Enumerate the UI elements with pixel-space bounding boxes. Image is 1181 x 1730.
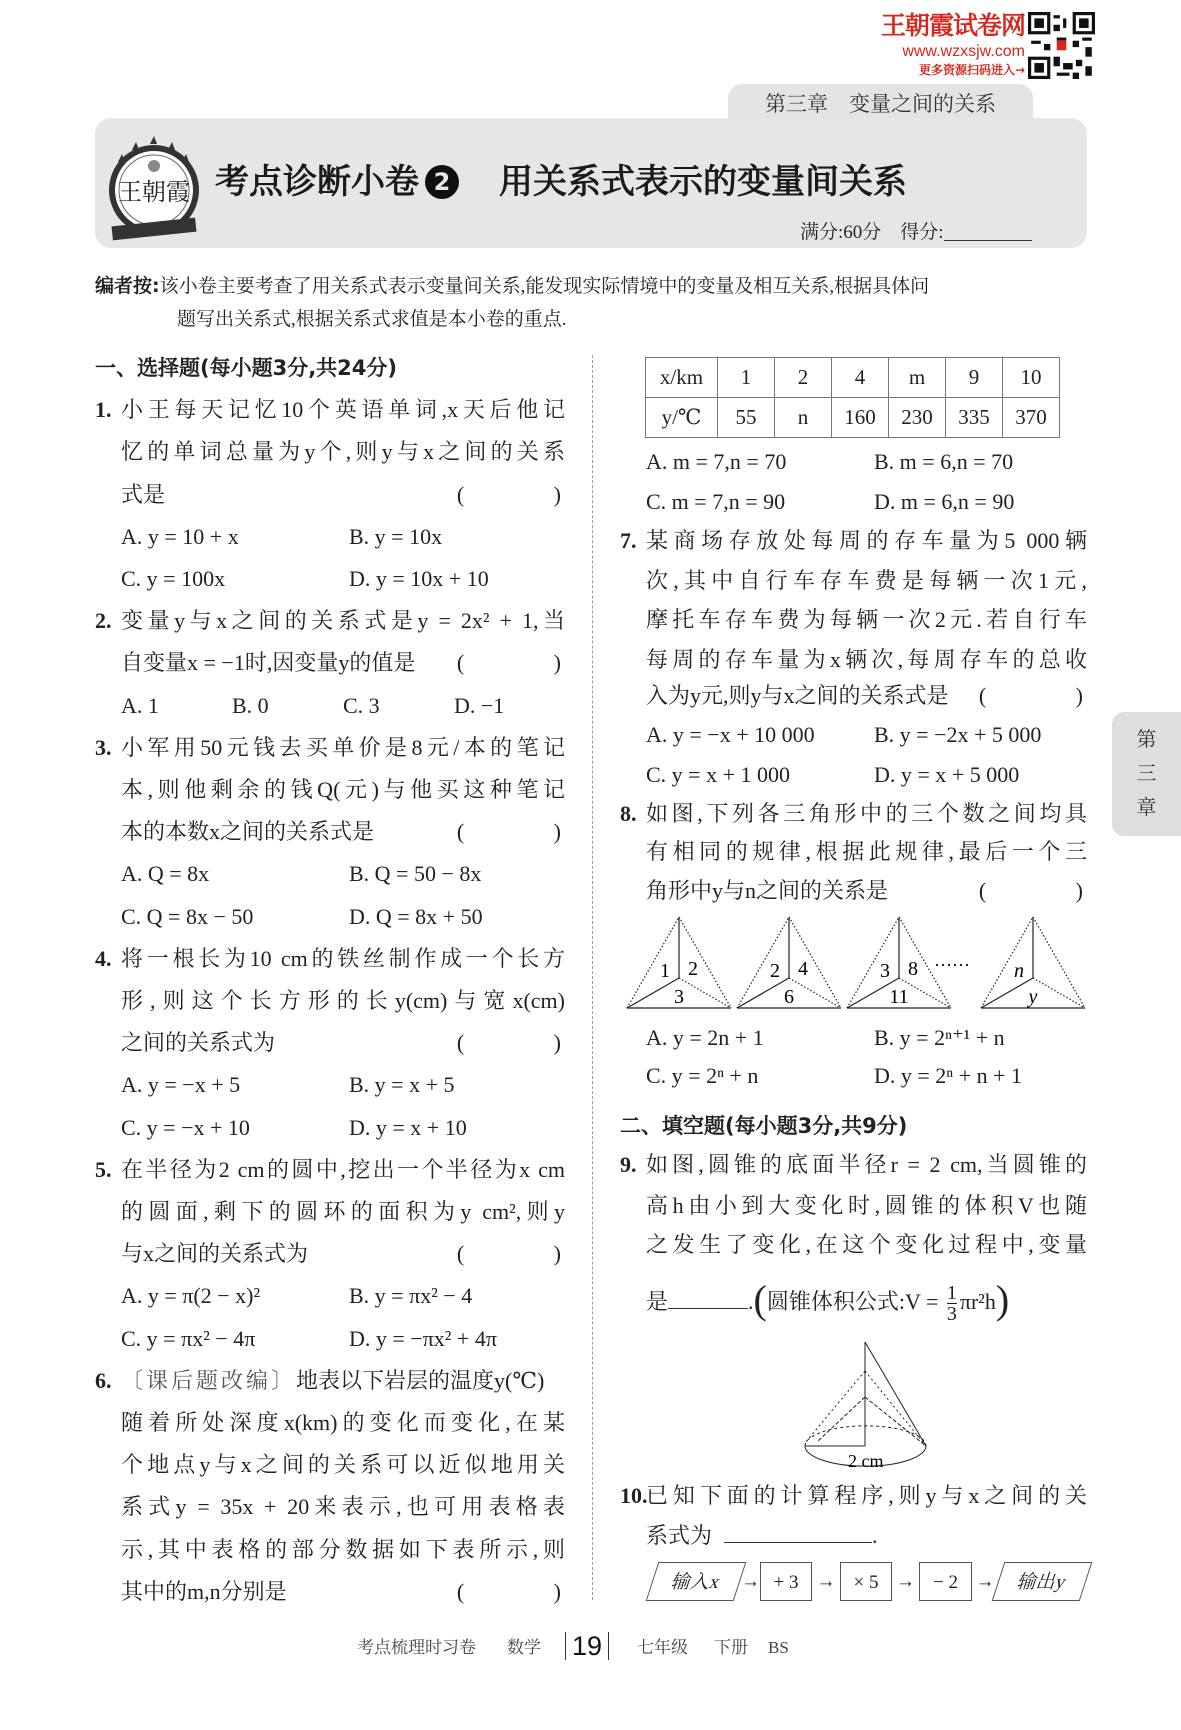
arrow-icon: → [816,1571,836,1592]
option-B[interactable]: D. y = x + 5 000 [874,762,1020,787]
option-B[interactable]: D. y = −πx² + 4π [349,1325,497,1351]
question-line [620,599,1087,641]
option-B[interactable]: D. Q = 8x + 50 [349,903,483,929]
option-A[interactable]: A. y = 10 + x [121,523,239,549]
question-line [95,1486,565,1528]
triangle-number: 8 [908,958,918,980]
triangle-edge [679,978,731,1008]
operation-box: × 5 [840,1562,892,1601]
question-text [646,793,1087,835]
table-cell: 160 [832,398,889,438]
question-text [646,1475,1087,1517]
table-cell: n [775,398,832,438]
question-text-content: 系式y = 35x + 20来表示,也可用表格表 [121,1494,565,1520]
question-line [620,1224,1087,1266]
side-tab-char: 第 [1136,727,1157,751]
question-line [620,1475,1087,1517]
question-number: 2. [95,608,112,634]
answer-paren[interactable]: ( ) [978,683,1125,708]
question-text-content: 高h由小到大变化时,圆锥的体积V也随 [646,1193,1087,1218]
option-A[interactable]: C. y = −x + 10 [121,1114,250,1140]
section-title: 二、填空题(每小题3分,共9分) [620,1114,908,1138]
table-cell: y/℃ [646,398,718,438]
question-text-content: 摩托车存车费为每辆一次2元.若自行车 [646,607,1087,632]
question-text-content: 小王每天记忆10个英语单词,x天后他记 [121,397,565,423]
option-B[interactable]: B. 0 [232,692,269,718]
question-number: 8. [620,801,637,826]
answer-paren[interactable]: ( ) [978,878,1125,903]
option-A[interactable]: C. Q = 8x − 50 [121,903,254,929]
question-text-content: 随着所处深度x(km)的变化而变化,在某 [121,1410,565,1435]
question-text [121,1233,308,1275]
question-number: 6. [95,1367,112,1393]
question-text-content: 其中的m,n分别是 [121,1578,287,1604]
triangle-number: 4 [798,958,808,980]
question-text-content: 有相同的规律,根据此规律,最后一个三 [646,839,1087,864]
question-text [121,1149,565,1191]
table-row [646,398,1060,438]
question-text [121,727,565,769]
page-number: 19 [565,1632,609,1660]
triangle-edge [1033,917,1085,1008]
arrow-icon: → [741,1571,760,1592]
side-chapter-tab[interactable] [1112,712,1181,836]
qr-code-icon[interactable] [1028,12,1095,79]
badge-text: 王朝霞 [118,178,190,206]
arrow-icon: → [896,1571,915,1592]
question-text [121,389,565,431]
table-cell: 370 [1003,398,1060,438]
brand-logo[interactable] [855,10,1025,79]
question-text [121,1529,565,1571]
title-right: 用关系式表示的变量间关系 [499,162,907,202]
question-text [121,600,565,642]
option-A[interactable]: A. y = −x + 5 [121,1072,241,1098]
question-text [121,1571,287,1613]
options-row [95,685,565,727]
question-number: 9. [620,1152,637,1177]
question-number: 1. [95,397,112,423]
question-line [95,1360,565,1402]
question-number: 3. [95,734,112,760]
question-text [646,1515,712,1557]
question-line [95,1529,565,1571]
option-A[interactable]: C. y = πx² − 4π [121,1325,256,1351]
note-line2: 题写出关系式,根据关系式求值是本小卷的重点. [177,309,567,330]
options-row [95,1275,565,1317]
option-A[interactable]: A. 1 [121,692,159,718]
options-row [620,1055,1087,1097]
triangle-edge [627,978,679,1008]
question-line [95,431,565,473]
question-text [121,938,565,980]
table-row [646,358,1060,398]
question-text-content: 之间的关系式为 [121,1030,276,1056]
side-tab-char: 三 [1136,761,1157,785]
question-text-content: 系式为 [646,1523,713,1548]
question-text [646,599,1087,641]
operation-box: + 3 [760,1562,812,1601]
question-text-content: 某商场存放处每周的存车量为5 000辆 [646,528,1087,553]
question-number: 5. [95,1156,112,1182]
question-line [95,769,565,811]
question-text-content: 个地点y与x之间的关系可以近似地用关 [121,1452,565,1478]
question-text-content: 示,其中表格的部分数据如下表所示,则 [121,1536,565,1562]
chapter-tab: 第三章 变量之间的关系 [728,84,1033,124]
question-line [620,831,1087,873]
score-label: 得分: [900,222,944,243]
formula-label: 圆锥体积公式:V = [766,1289,944,1314]
question-text-content: 与x之间的关系式为 [121,1241,309,1267]
question-text [646,1224,1087,1266]
options-row [95,896,565,938]
question-text [646,870,888,912]
question-text [121,642,415,684]
footer [0,1632,1181,1664]
question-text [121,474,165,516]
question-line [95,1149,565,1191]
fraction [947,1283,957,1324]
question-number: 10. [620,1483,648,1508]
answer-paren[interactable]: ( ) [456,1030,603,1056]
question-text [121,1402,565,1444]
triangle-number: n [1014,960,1024,982]
triangle-edge [789,917,841,1008]
triangle-edge [981,917,1033,1008]
question-line [620,520,1087,562]
question-line [95,1233,603,1275]
triangle-number: 3 [674,986,684,1008]
option-B[interactable]: B. y = πx² − 4 [349,1283,473,1309]
question-line [95,474,603,516]
section-title: 一、选择题(每小题3分,共24分) [95,356,398,380]
footer-subject: 数学 [507,1638,541,1657]
arrow-icon: → [975,1571,995,1592]
question-text-content: 将一根长为10 cm的铁丝制作成一个长方 [121,945,565,971]
triangle [981,917,1085,1008]
full-score: 满分:60分 [800,222,882,243]
brand-name: 王朝霞试卷网 [880,11,1025,40]
table-cell: 4 [832,358,889,398]
question-line [95,600,565,642]
options-row [620,714,1087,756]
fraction-numerator: 1 [946,1282,957,1305]
options-row [95,1107,565,1149]
question-text-content: 地表以下岩层的温度y(℃) [296,1367,545,1393]
triangle-number: 2 [770,960,780,982]
question-text [646,560,1087,602]
side-tab-char: 章 [1136,795,1157,819]
brand-url[interactable]: www.wzxsjw.com [902,43,1025,60]
question-text [646,675,949,717]
question-text [646,1144,1087,1186]
title-left: 考点诊断小卷 [215,162,419,202]
option-B[interactable]: B. y = −2x + 5 000 [874,722,1042,747]
question-line [95,980,565,1022]
options-row [620,481,1087,523]
question-line [95,1571,603,1613]
question-text-content: 小军用50元钱去买单价是8元/本的笔记 [121,734,565,760]
triangle-number: 11 [889,986,909,1008]
question-text [121,1022,275,1064]
q9-dot: . [748,1289,754,1314]
question-text [646,520,1087,562]
option-A[interactable]: C. y = 2ⁿ + n [646,1063,759,1088]
triangle-number: 1 [660,960,670,982]
note-line1: 该小卷主要考查了用关系式表示变量间关系,能发现实际情境中的变量及相互关系,根据具体问 [159,276,930,297]
question-line [95,1444,565,1486]
option-B[interactable]: B. y = 10x [349,523,443,549]
answer-paren[interactable]: ( ) [456,650,603,676]
page-title [215,160,907,204]
cone-radius-label: 2 cm [848,1451,884,1471]
table-cell: x/km [646,358,718,398]
answer-paren[interactable]: ( ) [456,819,603,845]
question-text [121,769,565,811]
triangle-edge [981,978,1033,1008]
question-text [121,811,374,853]
table-cell: m [889,358,946,398]
score-line [800,220,1032,246]
brand-more: 更多资源扫码进入→ [918,63,1025,77]
answer-paren[interactable]: ( ) [456,481,603,507]
question-text-content: 已知下面的计算程序,则y与x之间的关 [646,1483,1087,1508]
question-text-content: 自变量x = −1时,因变量y的值是 [121,650,416,676]
formula-tail: πr²h [959,1289,996,1314]
question-text [121,1191,565,1233]
question-text-content: 在半径为2 cm的圆中,挖出一个半径为x cm [121,1156,565,1182]
options-row [95,1064,565,1106]
question-text [121,1444,565,1486]
footer-book: 考点梳理时习卷 [357,1638,476,1657]
question-text [121,980,565,1022]
options-row [620,1017,1087,1059]
option-B[interactable]: B. m = 6,n = 70 [874,449,1014,474]
triangle-edge [627,917,679,1008]
question-text [121,1486,565,1528]
answer-blank[interactable] [668,1281,748,1309]
question-text-content: 入为y元,则y与x之间的关系式是 [646,683,949,708]
footer-volume: 下册 [714,1638,748,1657]
question-line [620,1185,1087,1227]
option-B[interactable]: D. y = x + 10 [349,1114,467,1140]
option-A[interactable]: A. y = 2n + 1 [646,1025,764,1050]
question-line [95,1022,603,1064]
options-row [620,754,1087,796]
triangle-edge [1033,978,1085,1008]
option-B[interactable]: B. y = 2ⁿ⁺¹ + n [874,1025,1005,1050]
table-cell: 335 [946,398,1003,438]
paper-number-badge: 2 [425,165,459,199]
brand-badge-icon [104,132,204,242]
options-row [95,558,565,600]
ellipsis: …… [934,950,970,970]
option-D[interactable]: D. −1 [454,692,505,718]
question-text-content: 变量y与x之间的关系式是y = 2x² + 1,当 [121,608,565,634]
question-text [646,1185,1087,1227]
options-row [620,441,1087,483]
triangle-edge [737,917,789,1008]
question-text-content: 每周的存车量为x辆次,每周存车的总收 [646,647,1087,672]
answer-blank[interactable]: . [724,1515,878,1557]
option-B[interactable]: D. y = 2ⁿ + n + 1 [874,1063,1023,1088]
question-text [121,431,565,473]
option-A[interactable]: C. m = 7,n = 90 [646,489,786,514]
question-text-content: 式是 [121,481,166,507]
table-cell: 9 [946,358,1003,398]
option-B[interactable]: D. m = 6,n = 90 [874,489,1015,514]
options-row [95,853,565,895]
question-text-content: 次,其中自行车存车费是每辆一次1元, [646,568,1087,593]
input-box: 输入x [646,1562,747,1601]
output-box: 输出y [992,1562,1093,1601]
option-A[interactable]: A. Q = 8x [121,861,210,887]
editor-note [95,270,1085,336]
question-text [646,831,1087,873]
triangle [627,917,731,1008]
q9-prefix: 是 [646,1289,669,1314]
question-line [620,870,1125,912]
score-blank[interactable] [944,221,1032,241]
question-line [620,560,1087,602]
option-A[interactable]: A. y = π(2 − x)² [121,1283,261,1309]
table-cell: 230 [889,398,946,438]
table-cell: 2 [775,358,832,398]
option-A[interactable]: A. m = 7,n = 70 [646,449,787,474]
question-number: 7. [620,528,637,553]
question-number: 4. [95,945,112,971]
question-text-content: 形,则这个长方形的长y(cm)与宽x(cm) [121,988,565,1013]
section-header [95,347,565,389]
question-text-content: 如图,圆锥的底面半径r = 2 cm,当圆锥的 [646,1152,1087,1177]
options-row [95,516,565,558]
option-B[interactable]: B. Q = 50 − 8x [349,861,482,887]
question-line [620,1515,1087,1557]
question-line [95,727,565,769]
answer-paren[interactable]: ( ) [456,1241,603,1267]
triangle-number: 3 [880,960,890,982]
question-line [620,793,1087,835]
question-text-content: 角形中y与n之间的关系是 [646,878,889,903]
options-row [95,1318,565,1360]
option-A[interactable]: C. y = 100x [121,566,226,591]
question-line [95,1402,565,1444]
question-line [95,938,565,980]
q9-formula-line [646,1276,1009,1324]
question-text-content: 之发生了变化,在这个变化过程中,变量 [646,1232,1087,1257]
paren-left: ( [753,1277,767,1322]
answer-paren[interactable]: ( ) [456,1578,603,1604]
option-B[interactable]: D. y = 10x + 10 [349,566,489,591]
footer-grade: 七年级 [637,1638,688,1657]
triangles-figure [620,910,1090,1015]
question-line [95,389,565,431]
footer-edition: BS [768,1638,789,1657]
question-line [620,1144,1087,1186]
cone-figure [780,1335,950,1480]
triangle-edge [789,978,841,1008]
column-divider [592,355,593,1600]
table-cell: 1 [718,358,775,398]
question-text [121,1360,544,1402]
question-text-content: 的圆面,剩下的圆环的面积为y cm²,则y [121,1199,565,1224]
triangle [737,917,841,1008]
option-C[interactable]: C. 3 [343,692,380,718]
question-text-content: 忆的单词总量为y个,则y与x之间的关系 [121,439,565,465]
question-text-content: 本,则他剩余的钱Q(元)与他买这种笔记 [121,777,565,802]
question-text-content: 本的本数x之间的关系式是 [121,819,375,845]
paren-right: ) [995,1277,1010,1322]
triangle-number: 2 [688,958,698,980]
option-A[interactable]: A. y = −x + 10 000 [646,722,815,747]
triangle-number: 6 [784,986,794,1008]
operation-box: − 2 [919,1562,972,1601]
table-cell: 55 [718,398,775,438]
section-header [620,1105,1087,1147]
question-line [95,1191,565,1233]
triangle-number: y [1028,986,1038,1008]
triangle-edge [737,978,789,1008]
source-tag: 〔课后题改编〕 [121,1367,297,1393]
question-line [620,675,1125,717]
option-B[interactable]: B. y = x + 5 [349,1072,455,1098]
question-line [95,642,603,684]
option-A[interactable]: C. y = x + 1 000 [646,762,790,787]
question-text-content: 如图,下列各三角形中的三个数之间均具 [646,801,1087,826]
note-label: 编者按: [95,275,160,297]
table-cell: 10 [1003,358,1060,398]
triangle-edge [679,917,731,1008]
data-table [645,357,1060,438]
question-line [95,811,603,853]
fraction-denominator: 3 [946,1303,957,1326]
